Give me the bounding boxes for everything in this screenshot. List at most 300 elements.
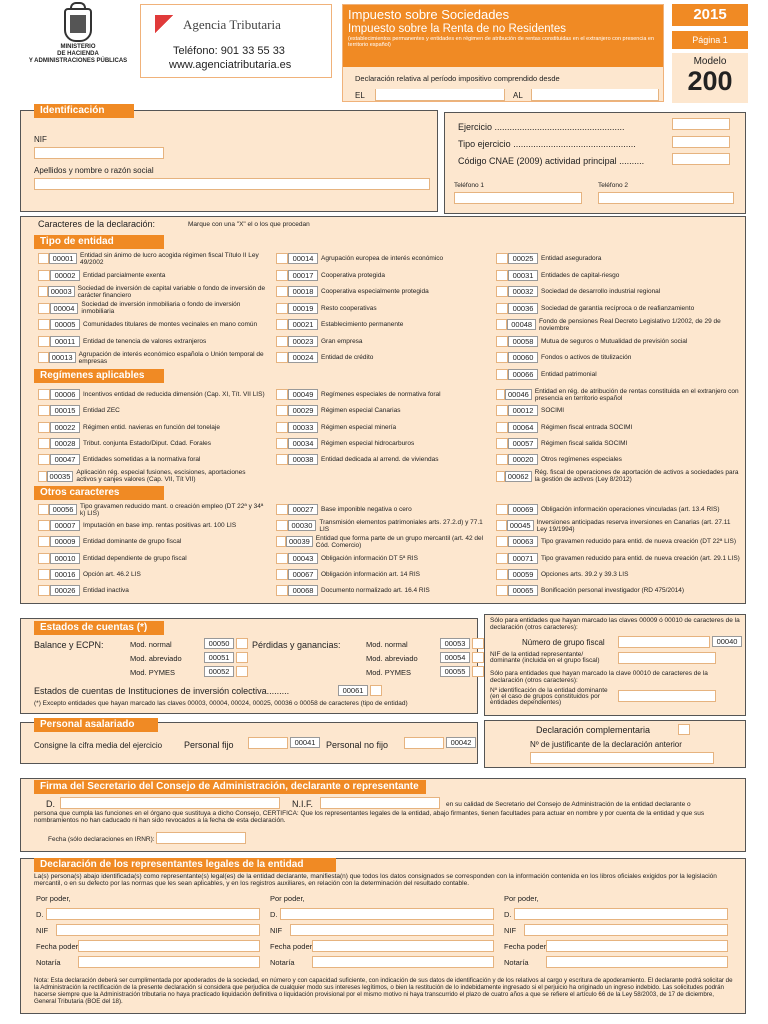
otros-row-00039 xyxy=(276,534,486,549)
period-el: EL xyxy=(355,91,365,100)
checkbox-00063[interactable] xyxy=(496,536,508,547)
rep3-fecha-poder-label: Fecha poder xyxy=(504,942,547,951)
checkbox-00013[interactable] xyxy=(38,352,49,363)
checkbox-00036[interactable] xyxy=(496,303,508,314)
label-00058: Mutua de seguros o Mutualidad de previsión social xyxy=(541,337,688,345)
tipo-row-00058 xyxy=(496,334,740,349)
nif-field[interactable] xyxy=(34,147,164,159)
code-00052: 00052 xyxy=(204,666,234,677)
rep3-notaria-field[interactable] xyxy=(546,956,728,968)
rep3-por-poder-label: Por poder, xyxy=(504,894,539,903)
modelo-label: Modelo xyxy=(693,56,727,67)
checkbox-00031[interactable] xyxy=(496,270,508,281)
checkbox-00015[interactable] xyxy=(38,405,50,416)
tipo-row-00014 xyxy=(276,251,486,266)
code-00050: 00050 xyxy=(204,638,234,649)
nofijo-label: Personal no fijo xyxy=(326,740,389,750)
firma-calidad: en su calidad de Secretario del Consejo de Administración de la entidad declarante o xyxy=(446,801,691,808)
code-00059: 00059 xyxy=(508,569,538,580)
checkbox-00071[interactable] xyxy=(496,553,508,564)
label-00046: Entidad en rég. de atribución de rentas constituida en el extranjero con presencia en territorio español xyxy=(534,387,739,402)
estados-note: (*) Excepto entidades que hayan marcado las claves 00003, 00004, 00024, 00025, 00036 o 00058 de caracteres (tipo de entidad) xyxy=(34,700,408,707)
label-00065: Bonificación personal investigador (RD 475/2014) xyxy=(541,587,685,594)
checkbox-00026[interactable] xyxy=(38,585,50,596)
code-00029: 00029 xyxy=(288,405,318,416)
checkbox-00052[interactable] xyxy=(236,666,248,677)
checkbox-00035[interactable] xyxy=(38,471,47,482)
checkbox-00067[interactable] xyxy=(276,569,288,580)
checkbox-00019[interactable] xyxy=(276,303,288,314)
label-00032: Sociedad de desarrollo industrial regional xyxy=(541,288,661,295)
checkbox-00055[interactable] xyxy=(472,666,484,677)
label-00001: Entidad sin ánimo de lucro acogida régimen fiscal Título II Ley 49/2002 xyxy=(79,251,259,266)
code-00016: 00016 xyxy=(50,569,80,580)
code-00014: 00014 xyxy=(288,253,318,264)
title-note: (establecimientos permanentes y entidades en régimen de atribución de rentas constituidas en el extranjero con presencia en territorio español) xyxy=(348,36,655,48)
otros-row-00067 xyxy=(276,567,486,582)
checkbox-00006[interactable] xyxy=(38,389,50,400)
code-00049: 00049 xyxy=(288,389,318,400)
tel1-field[interactable] xyxy=(454,192,582,204)
label-00029: Régimen especial Canarias xyxy=(321,407,401,415)
code-00048: 00048 xyxy=(507,319,536,330)
checkbox-00062[interactable] xyxy=(496,471,505,482)
label-00038: Entidad dedicada al arrend. de viviendas xyxy=(321,456,439,464)
reg-row-00034 xyxy=(276,436,486,451)
reg-row-00022 xyxy=(38,420,266,435)
justificante-label: Nº de justificante de la declaración anterior xyxy=(530,740,682,749)
code-00064: 00064 xyxy=(508,422,538,433)
reg-row-00020 xyxy=(496,452,740,467)
code-00035: 00035 xyxy=(47,471,74,482)
caracteres-title: Caracteres de la declaración: xyxy=(38,219,156,229)
checkbox-00038[interactable] xyxy=(276,454,288,465)
reg-row-00064 xyxy=(496,420,740,435)
caracteres-hint: Marque con una "X" el o los que procedan xyxy=(188,221,310,228)
ministry-line-1: MINISTERIO xyxy=(60,44,96,50)
ic-code: 00061 xyxy=(338,685,368,696)
checkbox-00025[interactable] xyxy=(496,253,508,264)
estados-title: Estados de cuentas (*) xyxy=(34,621,164,635)
firma-d-label: D. xyxy=(46,799,55,809)
rep2-notaria-label: Notaría xyxy=(270,958,295,967)
label-00007: Imputación en base imp. rentas positivas art. 100 LIS xyxy=(83,522,237,530)
fijo-label: Personal fijo xyxy=(184,740,234,750)
code-00039: 00039 xyxy=(286,536,313,547)
checkbox-00043[interactable] xyxy=(276,553,288,564)
code-00025: 00025 xyxy=(508,253,538,264)
checkbox-00049[interactable] xyxy=(276,389,288,400)
ic-check[interactable] xyxy=(370,685,382,696)
checkbox-00046[interactable] xyxy=(496,389,505,400)
identificacion-title: Identificación xyxy=(34,104,134,118)
rep2-fecha-poder-label: Fecha poder xyxy=(270,942,313,951)
otros-row-00026 xyxy=(38,583,266,598)
ic-label: Estados de cuentas de Instituciones de inversión colectiva......... xyxy=(34,686,290,696)
code-00006: 00006 xyxy=(50,389,80,400)
rep1-notaria-label: Notaría xyxy=(36,958,61,967)
code-00051: 00051 xyxy=(204,652,234,663)
num-grupo-label: Número de grupo fiscal xyxy=(522,638,605,647)
reg-row-00006 xyxy=(38,387,266,402)
year-box: 2015 xyxy=(672,4,748,26)
code-00001: 00001 xyxy=(49,253,77,264)
otros-row-00030 xyxy=(276,518,486,533)
checkbox-00034[interactable] xyxy=(276,438,288,449)
checkbox-00057[interactable] xyxy=(496,438,508,449)
label-00059: Opciones arts. 39.2 y 39.3 LIS xyxy=(541,570,629,578)
code-00026: 00026 xyxy=(50,585,80,596)
checkbox-00018[interactable] xyxy=(276,286,288,297)
otros-row-00069 xyxy=(496,502,740,517)
complementaria-check[interactable] xyxy=(678,724,690,735)
otros-row-00063 xyxy=(496,534,740,549)
period-label: Declaración relativa al período impositivo comprendido desde xyxy=(355,74,560,83)
code-00027: 00027 xyxy=(288,504,318,515)
reg-row-00033 xyxy=(276,420,486,435)
nofijo-code: 00042 xyxy=(446,737,476,748)
code-00047: 00047 xyxy=(50,454,80,465)
ministry-logo xyxy=(28,8,128,78)
justificante-field[interactable] xyxy=(530,752,714,764)
code-00019: 00019 xyxy=(288,303,318,314)
grupo-note1: Sólo para entidades que hayan marcado las claves 00009 ó 00010 de caracteres de la declaración (otros caracteres): xyxy=(490,617,740,631)
tipo-row-00025 xyxy=(496,251,740,266)
code-00063: 00063 xyxy=(508,536,538,547)
code-00030: 00030 xyxy=(288,520,317,531)
code-00017: 00017 xyxy=(288,270,318,281)
rep1-fecha-poder-label: Fecha poder xyxy=(36,942,79,951)
checkbox-00001[interactable] xyxy=(38,253,49,264)
tipo-row-00001 xyxy=(38,251,266,266)
tipo-row-00060 xyxy=(496,350,740,365)
label-00018: Cooperativa especialmente protegida xyxy=(321,288,429,295)
tipo-entidad-title: Tipo de entidad xyxy=(34,235,164,249)
rep3-d-field[interactable] xyxy=(514,908,728,920)
reg-row-00062 xyxy=(496,469,740,484)
grupo-note2: Sólo para entidades que hayan marcado la clave 00010 de caracteres de la declaración (otros caracteres): xyxy=(490,670,708,684)
checkbox-00028[interactable] xyxy=(38,438,50,449)
otros-row-00056 xyxy=(38,502,266,517)
rep2-nif-field[interactable] xyxy=(290,924,494,936)
ministry-line-2: DE HACIENDA xyxy=(57,51,99,57)
rep3-fecha-poder-field[interactable] xyxy=(546,940,728,952)
checkbox-00029[interactable] xyxy=(276,405,288,416)
checkbox-00023[interactable] xyxy=(276,336,288,347)
otros-row-00007 xyxy=(38,518,266,533)
rep3-notaria-label: Notaría xyxy=(504,958,529,967)
tipo-row-00003 xyxy=(38,284,266,299)
rep2-d-field[interactable] xyxy=(280,908,494,920)
label-00049: Regímenes especiales de normativa foral xyxy=(321,391,441,398)
label-00014: Agrupación europea de interés económico xyxy=(321,255,444,262)
regimenes-title: Regímenes aplicables xyxy=(34,369,164,383)
checkbox-00060[interactable] xyxy=(496,352,508,363)
otros-row-00010 xyxy=(38,551,266,566)
checkbox-00027[interactable] xyxy=(276,504,288,515)
checkbox-00054[interactable] xyxy=(472,652,484,663)
label-00006: Incentivos entidad de reducida dimensión (Cap. XI, Tít. VII LIS) xyxy=(83,391,265,398)
code-00053: 00053 xyxy=(440,638,470,649)
reg-row-00028 xyxy=(38,436,266,451)
checkbox-00066[interactable] xyxy=(496,369,508,380)
tipo-row-00066 xyxy=(496,367,740,382)
tipo-label: Tipo ejercicio ................................................. xyxy=(458,139,636,149)
title-sociedades: Impuesto sobre Sociedades xyxy=(348,7,510,22)
period-el-field[interactable] xyxy=(375,89,505,101)
code-00023: 00023 xyxy=(288,336,318,347)
checkbox-00056[interactable] xyxy=(38,504,49,515)
code-00068: 00068 xyxy=(288,585,318,596)
personal-text: Consigne la cifra media del ejercicio xyxy=(34,741,163,750)
checkbox-00003[interactable] xyxy=(38,286,48,297)
checkbox-00021[interactable] xyxy=(276,319,288,330)
tipo-row-00013 xyxy=(38,350,266,365)
cnae-field[interactable] xyxy=(672,153,730,165)
nif-rep-field[interactable] xyxy=(618,652,716,664)
tipo-row-00024 xyxy=(276,350,486,365)
checkbox-00007[interactable] xyxy=(38,520,50,531)
label-00060: Fondos o activos de titulización xyxy=(541,354,632,361)
tipo-field[interactable] xyxy=(672,136,730,148)
checkbox-00059[interactable] xyxy=(496,569,508,580)
estados-left-pymes-label: Mod. PYMES xyxy=(130,668,176,677)
code-00058: 00058 xyxy=(508,336,538,347)
label-00016: Opción art. 46.2 LIS xyxy=(83,570,141,578)
agency-phone: Teléfono: 901 33 55 33 xyxy=(173,45,285,57)
checkbox-00064[interactable] xyxy=(496,422,508,433)
checkbox-00047[interactable] xyxy=(38,454,50,465)
firma-d-field[interactable] xyxy=(60,797,280,809)
estados-right-pymes-label: Mod. PYMES xyxy=(366,668,412,677)
rep2-notaria-field[interactable] xyxy=(312,956,494,968)
code-00015: 00015 xyxy=(50,405,80,416)
checkbox-00051[interactable] xyxy=(236,652,248,663)
reg-row-00029 xyxy=(276,403,486,418)
personal-title: Personal asalariado xyxy=(34,718,158,732)
rep3-nif-field[interactable] xyxy=(524,924,728,936)
otros-row-00009 xyxy=(38,534,266,549)
checkbox-00012[interactable] xyxy=(496,405,508,416)
label-00045: Inversiones anticipadas reserva inversiones en Canarias (art. 27.11 Ley 19/1994) xyxy=(536,518,731,533)
code-00031: 00031 xyxy=(508,270,538,281)
label-00002: Entidad parcialmente exenta xyxy=(83,271,166,279)
rep1-nif-label: NIF xyxy=(36,926,49,935)
code-00065: 00065 xyxy=(508,585,538,596)
firma-title: Firma del Secretario del Consejo de Administración, declarante o representante xyxy=(34,780,426,794)
num-grupo-field[interactable] xyxy=(618,636,710,648)
label-00033: Régimen especial minería xyxy=(321,423,397,431)
checkbox-00020[interactable] xyxy=(496,454,508,465)
label-00063: Tipo gravamen reducido para entid. de nueva creación (DT 22ª LIS) xyxy=(541,538,736,546)
ident-label: Nº identificación de la entidad dominante (en el caso de grupos constituidos por entidades dependientes) xyxy=(490,687,608,706)
code-00020: 00020 xyxy=(508,454,538,465)
checkbox-00039[interactable] xyxy=(276,536,286,547)
firma-nif-field[interactable] xyxy=(320,797,440,809)
nofijo-field[interactable] xyxy=(404,737,444,749)
label-00067: Obligación información art. 14 RIS xyxy=(321,570,420,578)
cnae-label: Código CNAE (2009) actividad principal .......... xyxy=(458,156,645,166)
checkbox-00068[interactable] xyxy=(276,585,288,596)
label-00009: Entidad dominante de grupo fiscal xyxy=(83,538,182,546)
rep1-notaria-field[interactable] xyxy=(78,956,260,968)
reg-row-00049 xyxy=(276,387,486,402)
checkbox-00014[interactable] xyxy=(276,253,288,264)
checkbox-00017[interactable] xyxy=(276,270,288,281)
tipo-row-00005 xyxy=(38,317,266,332)
label-00030: Transmisión elementos patrimoniales arts. 27.2.d) y 77.1 LIS xyxy=(319,518,483,533)
otros-row-00071 xyxy=(496,551,740,566)
fijo-field[interactable] xyxy=(248,737,288,749)
tipo-row-00011 xyxy=(38,334,266,349)
checkbox-00053[interactable] xyxy=(472,638,484,649)
name-field[interactable] xyxy=(34,178,430,190)
checkbox-00069[interactable] xyxy=(496,504,508,515)
code-00056: 00056 xyxy=(49,504,77,515)
representantes-text: La(s) persona(s) abajo identificada(s) como representante(s) legal(es) de la entidad declarante, manifiesta(n) que todos los datos consignados se corresponden con la información contenida en los libros oficiales exigidos por la legislación mercantil, o en su defecto por las normas que les sean aplicables, y en los registros auxiliares, en relación con la determinación del resultado contable. xyxy=(34,873,717,887)
label-00003: Sociedad de inversión de capital variable o fondo de inversión de carácter financiero xyxy=(77,284,266,299)
agency-box xyxy=(140,4,332,78)
ejercicio-field[interactable] xyxy=(672,118,730,130)
code-00067: 00067 xyxy=(288,569,318,580)
firma-fecha-field[interactable] xyxy=(156,832,246,844)
code-00060: 00060 xyxy=(508,352,538,363)
rep3-nif-label: NIF xyxy=(504,926,517,935)
checkbox-00005[interactable] xyxy=(38,319,50,330)
label-00019: Resto cooperativas xyxy=(321,304,377,312)
agency-web: www.agenciatributaria.es xyxy=(169,59,292,71)
checkbox-00002[interactable] xyxy=(38,270,50,281)
otros-title: Otros caracteres xyxy=(34,486,164,500)
tipo-row-00002 xyxy=(38,268,266,283)
rep1-d-field[interactable] xyxy=(46,908,260,920)
label-00027: Base imponible negativa o cero xyxy=(321,506,412,513)
estados-left-abreviado-label: Mod. abreviado xyxy=(130,654,182,663)
label-00047: Entidades sometidas a la normativa foral xyxy=(83,456,201,464)
checkbox-00030[interactable] xyxy=(276,520,288,531)
otros-row-00059 xyxy=(496,567,740,582)
tipo-row-00018 xyxy=(276,284,486,299)
reg-row-00038 xyxy=(276,452,486,467)
rep2-nif-label: NIF xyxy=(270,926,283,935)
checkbox-00004[interactable] xyxy=(38,303,50,314)
code-00009: 00009 xyxy=(50,536,80,547)
label-00036: Sociedad de garantía recíproca o de reafianzamiento xyxy=(541,304,695,312)
label-00005: Comunidades titulares de montes vecinales en mano común xyxy=(83,321,258,328)
checkbox-00045[interactable] xyxy=(496,520,507,531)
rep1-nif-field[interactable] xyxy=(56,924,260,936)
estados-left-normal-label: Mod. normal xyxy=(130,640,172,649)
label-00013: Agrupación de interés económico española o Unión temporal de empresas xyxy=(78,350,264,365)
code-00033: 00033 xyxy=(288,422,318,433)
reg-row-00012 xyxy=(496,403,740,418)
label-00004: Sociedad de inversión inmobiliaria o fondo de inversión inmobiliaria xyxy=(81,301,241,315)
label-00039: Entidad que forma parte de un grupo mercantil (art. 42 del Cód. Comercio) xyxy=(315,534,484,549)
label-00011: Entidad de tenencia de valores extranjeros xyxy=(83,337,207,345)
checkbox-00022[interactable] xyxy=(38,422,50,433)
modelo-number: 200 xyxy=(687,66,733,96)
code-00045: 00045 xyxy=(507,520,534,531)
ident-field[interactable] xyxy=(618,690,716,702)
label-00024: Entidad de crédito xyxy=(321,354,374,361)
label-00069: Obligación información operaciones vinculadas (art. 13.4 RIS) xyxy=(541,506,720,513)
code-00038: 00038 xyxy=(288,454,318,465)
otros-row-00045 xyxy=(496,518,740,533)
tel1-label: Teléfono 1 xyxy=(454,182,484,189)
code-00032: 00032 xyxy=(508,286,538,297)
label-00025: Entidad aseguradora xyxy=(541,255,602,262)
checkbox-00032[interactable] xyxy=(496,286,508,297)
code-00002: 00002 xyxy=(50,270,80,281)
label-00048: Fondo de pensiones Real Decreto Legislativo 1/2002, de 29 de noviembre xyxy=(538,317,721,332)
reg-row-00035 xyxy=(38,469,266,484)
num-grupo-code: 00040 xyxy=(712,636,742,647)
code-00021: 00021 xyxy=(288,319,318,330)
label-00010: Entidad dependiente de grupo fiscal xyxy=(83,554,187,562)
rep3-d-label: D. xyxy=(504,910,512,919)
code-00069: 00069 xyxy=(508,504,538,515)
firma-nif-label: N.I.F. xyxy=(292,799,314,809)
code-00057: 00057 xyxy=(508,438,538,449)
label-00057: Régimen fiscal salida SOCIMI xyxy=(541,439,628,447)
code-00062: 00062 xyxy=(505,471,532,482)
tel2-field[interactable] xyxy=(598,192,734,204)
checkbox-00065[interactable] xyxy=(496,585,508,596)
otros-row-00016 xyxy=(38,567,266,582)
representantes-nota: Nota: Esta declaración deberá ser cumplimentada por apoderados de la sociedad, en número y con capacidad suficiente, con indicación de sus datos de identificación y de los relativos al cargo y escritura de apoderamiento. El declarante podrá solicitar de la Administración la rectificación de la presente declaración si considera que perjudica de cualquier modo sus intereses legítimos, o bien la restitución de lo indebidamente ingresado si el perjuicio ha originado un ingreso indebido. Las solicitudes podrán hacerse siempre que la Administración tributaria no haya practicado liquidación definitiva o liquidación provisional por el mismo motivo ni haya transcurrido el plazo de cuatro años a que se refiere el artículo 66 de la Ley 58/2003, de 17 de diciembre, General Tributaria (BOE del 18). xyxy=(34,977,733,1005)
identificacion-panel xyxy=(20,110,438,212)
label-00034: Régimen especial hidrocarburos xyxy=(321,439,415,447)
checkbox-00009[interactable] xyxy=(38,536,50,547)
nif-rep-label: NIF de la entidad representante/ dominante (incluida en el grupo fiscal) xyxy=(490,651,600,664)
estados-right-abreviado-label: Mod. abreviado xyxy=(366,654,418,663)
reg-row-00046 xyxy=(496,387,740,402)
label-00015: Entidad ZEC xyxy=(83,407,120,415)
code-00046: 00046 xyxy=(505,389,532,400)
checkbox-00024[interactable] xyxy=(276,352,288,363)
checkbox-00048[interactable] xyxy=(496,319,507,330)
rep2-por-poder-label: Por poder, xyxy=(270,894,305,903)
code-00004: 00004 xyxy=(50,303,79,314)
checkbox-00011[interactable] xyxy=(38,336,50,347)
code-00043: 00043 xyxy=(288,553,318,564)
reg-row-00057 xyxy=(496,436,740,451)
code-00054: 00054 xyxy=(440,652,470,663)
period-al-field[interactable] xyxy=(531,89,659,101)
title-box xyxy=(342,4,664,102)
checkbox-00010[interactable] xyxy=(38,553,50,564)
tipo-row-00036 xyxy=(496,301,740,316)
label-00026: Entidad inactiva xyxy=(83,587,129,594)
code-00066: 00066 xyxy=(508,369,538,380)
rep1-fecha-poder-field[interactable] xyxy=(78,940,260,952)
tipo-row-00031 xyxy=(496,268,740,283)
complementaria-title: Declaración complementaria xyxy=(536,725,651,735)
otros-row-00065 xyxy=(496,583,740,598)
checkbox-00033[interactable] xyxy=(276,422,288,433)
checkbox-00050[interactable] xyxy=(236,638,248,649)
code-00005: 00005 xyxy=(50,319,80,330)
checkbox-00058[interactable] xyxy=(496,336,508,347)
rep2-fecha-poder-field[interactable] xyxy=(312,940,494,952)
reg-row-00015 xyxy=(38,403,266,418)
checkbox-00016[interactable] xyxy=(38,569,50,580)
code-00071: 00071 xyxy=(508,553,538,564)
estados-right-normal-label: Mod. normal xyxy=(366,640,408,649)
tipo-row-00004 xyxy=(38,301,266,316)
label-00056: Tipo gravamen reducido mant. o creación empleo (DT 22ª y 34ª k) LIS) xyxy=(79,502,264,517)
label-00023: Gran empresa xyxy=(321,337,363,345)
